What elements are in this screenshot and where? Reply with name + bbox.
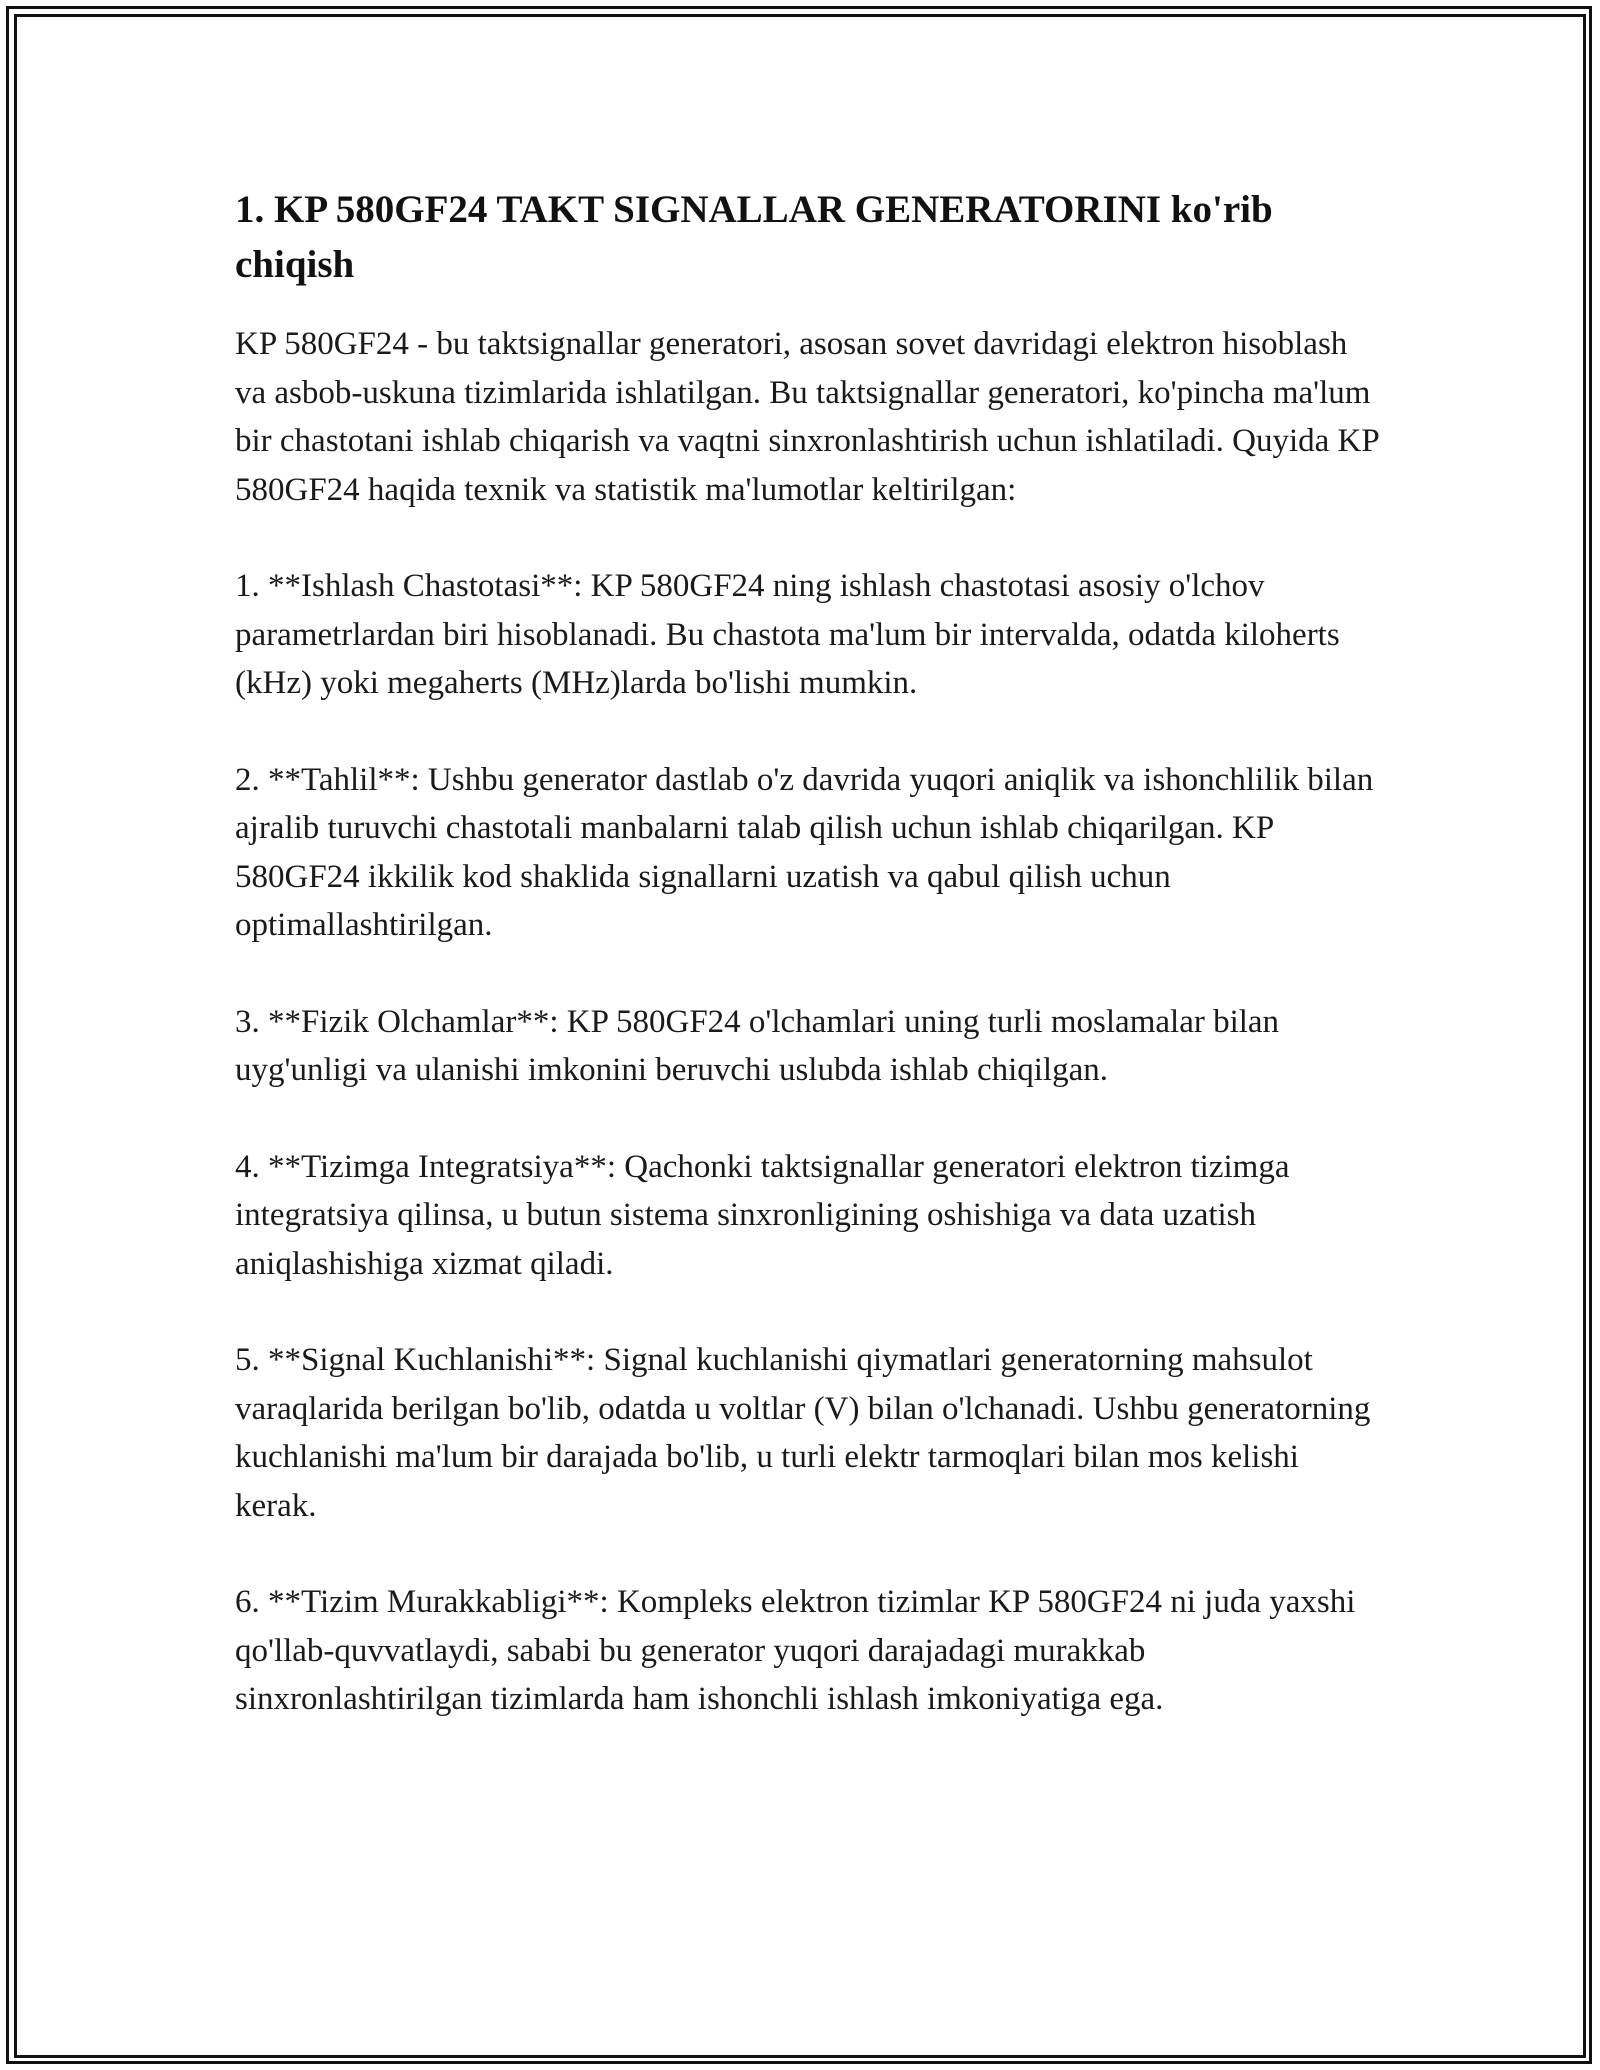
list-item-fizik-olchamlar: 3. **Fizik Olchamlar**: KP 580GF24 o'lchamlari uning turli moslamalar bilan uyg'unligi va ulanishi imkonini beruvchi uslubda ishlab chiqilgan.	[235, 1003, 1280, 1088]
document-heading: 1. KP 580GF24 TAKT SIGNALLAR GENERATORINI ko'rib chiqish	[235, 188, 1273, 286]
document-body	[235, 182, 1385, 1772]
list-item-tizimga-integratsiya: 4. **Tizimga Integratsiya**: Qachonki taktsignallar generatori elektron tizimga integratsiya qilinsa, u butun sistema sinxronligining oshishiga va data uzatish aniqlashishiga xizmat qiladi.	[235, 1148, 1290, 1282]
list-item-tahlil: 2. **Tahlil**: Ushbu generator dastlab o'z davrida yuqori aniqlik va ishonchlilik bilan ajralib turuvchi chastotali manbalarni talab qilish uchun ishlab chiqarilgan. KP 580GF24 ikkilik kod shaklida signallarni uzatish va qabul qilish uchun optimallashtirilgan.	[235, 761, 1374, 943]
list-item-tizim-murakkabligi: 6. **Tizim Murakkabligi**: Kompleks elektron tizimlar KP 580GF24 ni juda yaxshi qo'llab-quvvatlaydi, sababi bu generator yuqori darajadagi murakkab sinxronlashtirilgan tizimlarda ham ishonchli ishlash imkoniyatiga ega.	[235, 1584, 1356, 1717]
list-item-ishlash-chastotasi: 1. **Ishlash Chastotasi**: KP 580GF24 ning ishlash chastotasi asosiy o'lchov parametrlardan biri hisoblanadi. Bu chastota ma'lum bir intervalda, odatda kiloherts (kHz) yoki megaherts (MHz)larda bo'lishi mumkin.	[235, 568, 1340, 701]
intro-paragraph: KP 580GF24 - bu taktsignallar generatori, asosan sovet davridagi elektron hisoblash va asbob-uskuna tizimlarida ishlatilgan. Bu taktsignallar generatori, ko'pincha ma'lum bir chastotani ishlab chiqarish va vaqtni sinxronlashtirish uchun ishlatiladi. Quyida KP 580GF24 haqida texnik va statistik ma'lumotlar keltirilgan:	[235, 326, 1379, 508]
list-item-signal-kuchlanishi: 5. **Signal Kuchlanishi**: Signal kuchlanishi qiymatlari generatorning mahsulot varaqlarida berilgan bo'lib, odatda u voltlar (V) bilan o'lchanadi. Ushbu generatorning kuchlanishi ma'lum bir darajada bo'lib, u turli elektr tarmoqlari bilan mos kelishi kerak.	[235, 1342, 1371, 1524]
